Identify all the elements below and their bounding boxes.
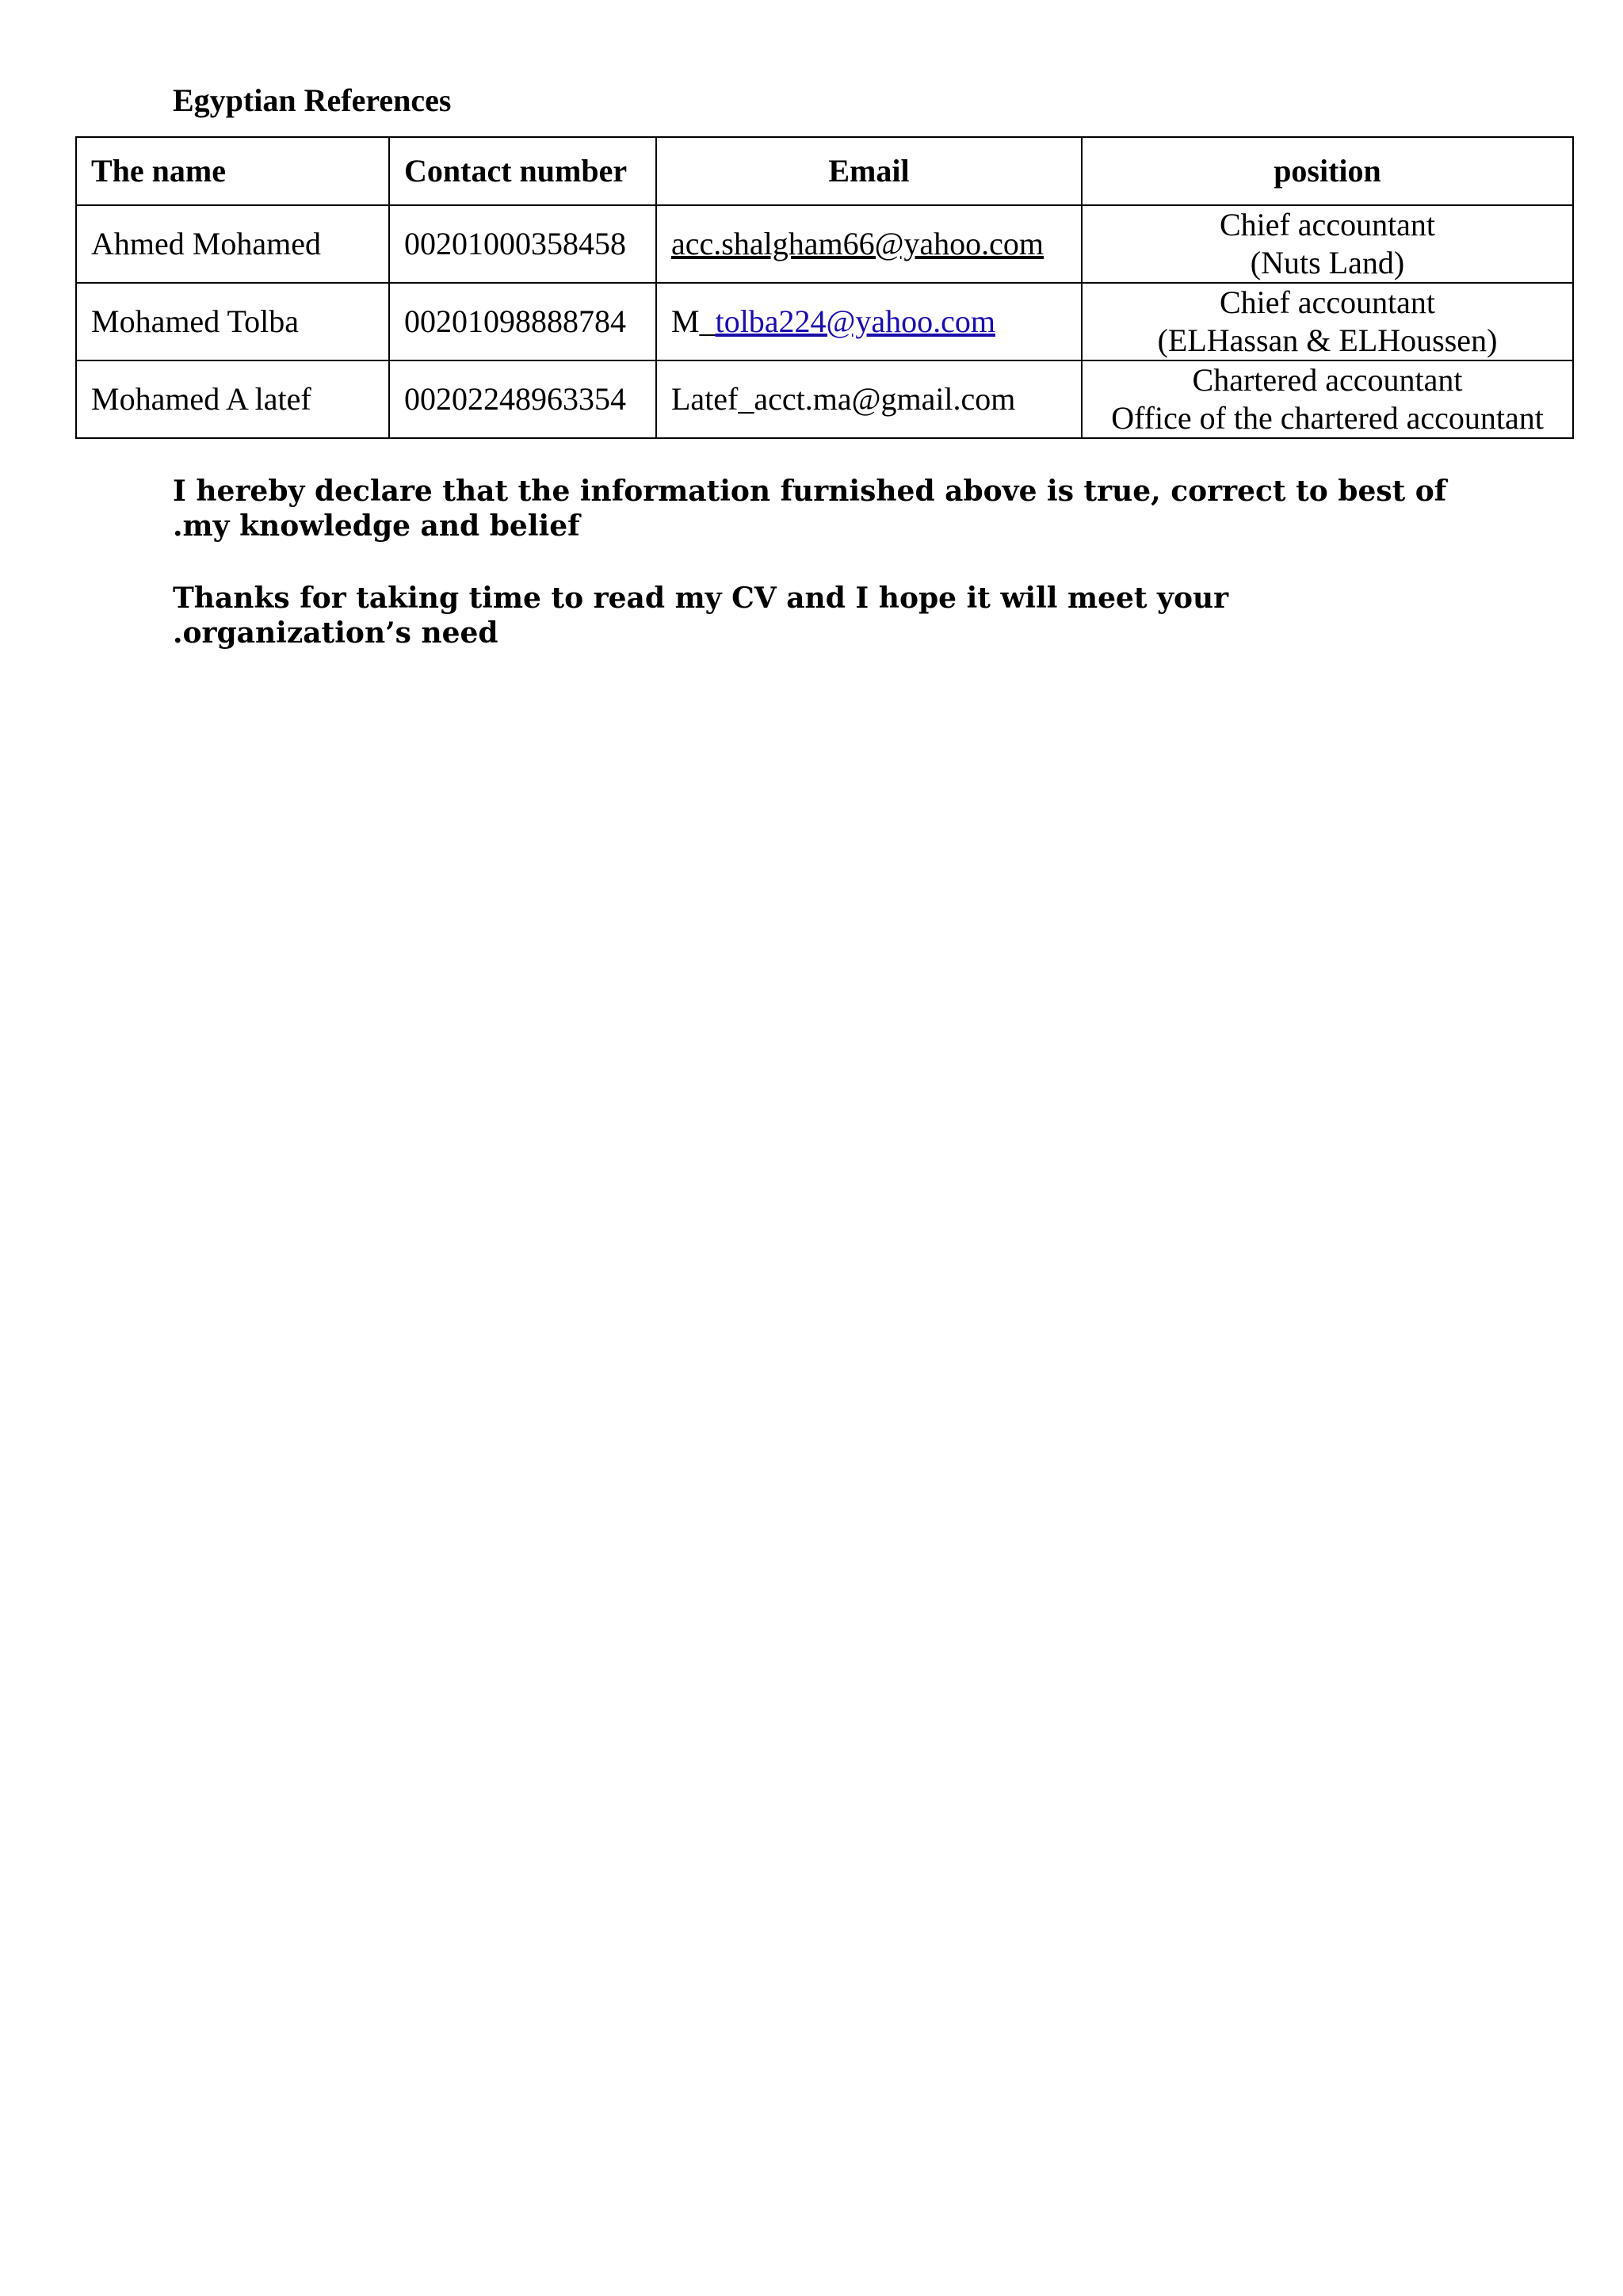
header-name: The name xyxy=(76,137,389,205)
position-title: Chief accountant xyxy=(1219,207,1436,242)
reference-contact: 00202248963354 xyxy=(389,360,656,438)
header-email: Email xyxy=(656,137,1082,205)
table-row xyxy=(76,283,1573,360)
reference-position xyxy=(1082,360,1573,438)
reference-contact: 00201000358458 xyxy=(389,205,656,283)
position-company: (Nuts Land) xyxy=(1250,245,1405,280)
table-row xyxy=(76,360,1573,438)
section-title: Egyptian References xyxy=(173,82,452,118)
reference-position xyxy=(1082,205,1573,283)
reference-email xyxy=(656,205,1082,283)
email-text: acc.shalgham66@yahoo.com xyxy=(671,226,1044,261)
position-title: Chartered accountant xyxy=(1192,362,1463,398)
reference-email xyxy=(656,283,1082,360)
closing-line: Thanks for taking time to read my CV and I hope it will meet your xyxy=(173,582,1229,615)
position-company: (ELHassan & ELHoussen) xyxy=(1157,322,1498,358)
declaration-line: I hereby declare that the information furnished above is true, correct to best of xyxy=(173,475,1447,508)
table-header-row xyxy=(76,137,1573,205)
declaration-line: .my knowledge and belief xyxy=(173,509,580,543)
closing-line: .organization’s need xyxy=(173,616,498,650)
header-position: position xyxy=(1082,137,1573,205)
reference-contact: 00201098888784 xyxy=(389,283,656,360)
declaration-statement xyxy=(173,474,1480,543)
reference-name: Ahmed Mohamed xyxy=(76,205,389,283)
reference-email: Latef_acct.ma@gmail.com xyxy=(656,360,1082,438)
header-contact-number: Contact number xyxy=(389,137,656,205)
table-row xyxy=(76,205,1573,283)
references-table xyxy=(75,136,1574,439)
reference-position xyxy=(1082,283,1573,360)
position-company: Office of the chartered accountant xyxy=(1111,400,1544,436)
reference-name: Mohamed A latef xyxy=(76,360,389,438)
email-prefix: M_ xyxy=(671,303,716,339)
email-link[interactable]: tolba224@yahoo.com xyxy=(715,303,996,339)
reference-name: Mohamed Tolba xyxy=(76,283,389,360)
closing-statement xyxy=(173,581,1480,650)
position-title: Chief accountant xyxy=(1219,284,1436,320)
